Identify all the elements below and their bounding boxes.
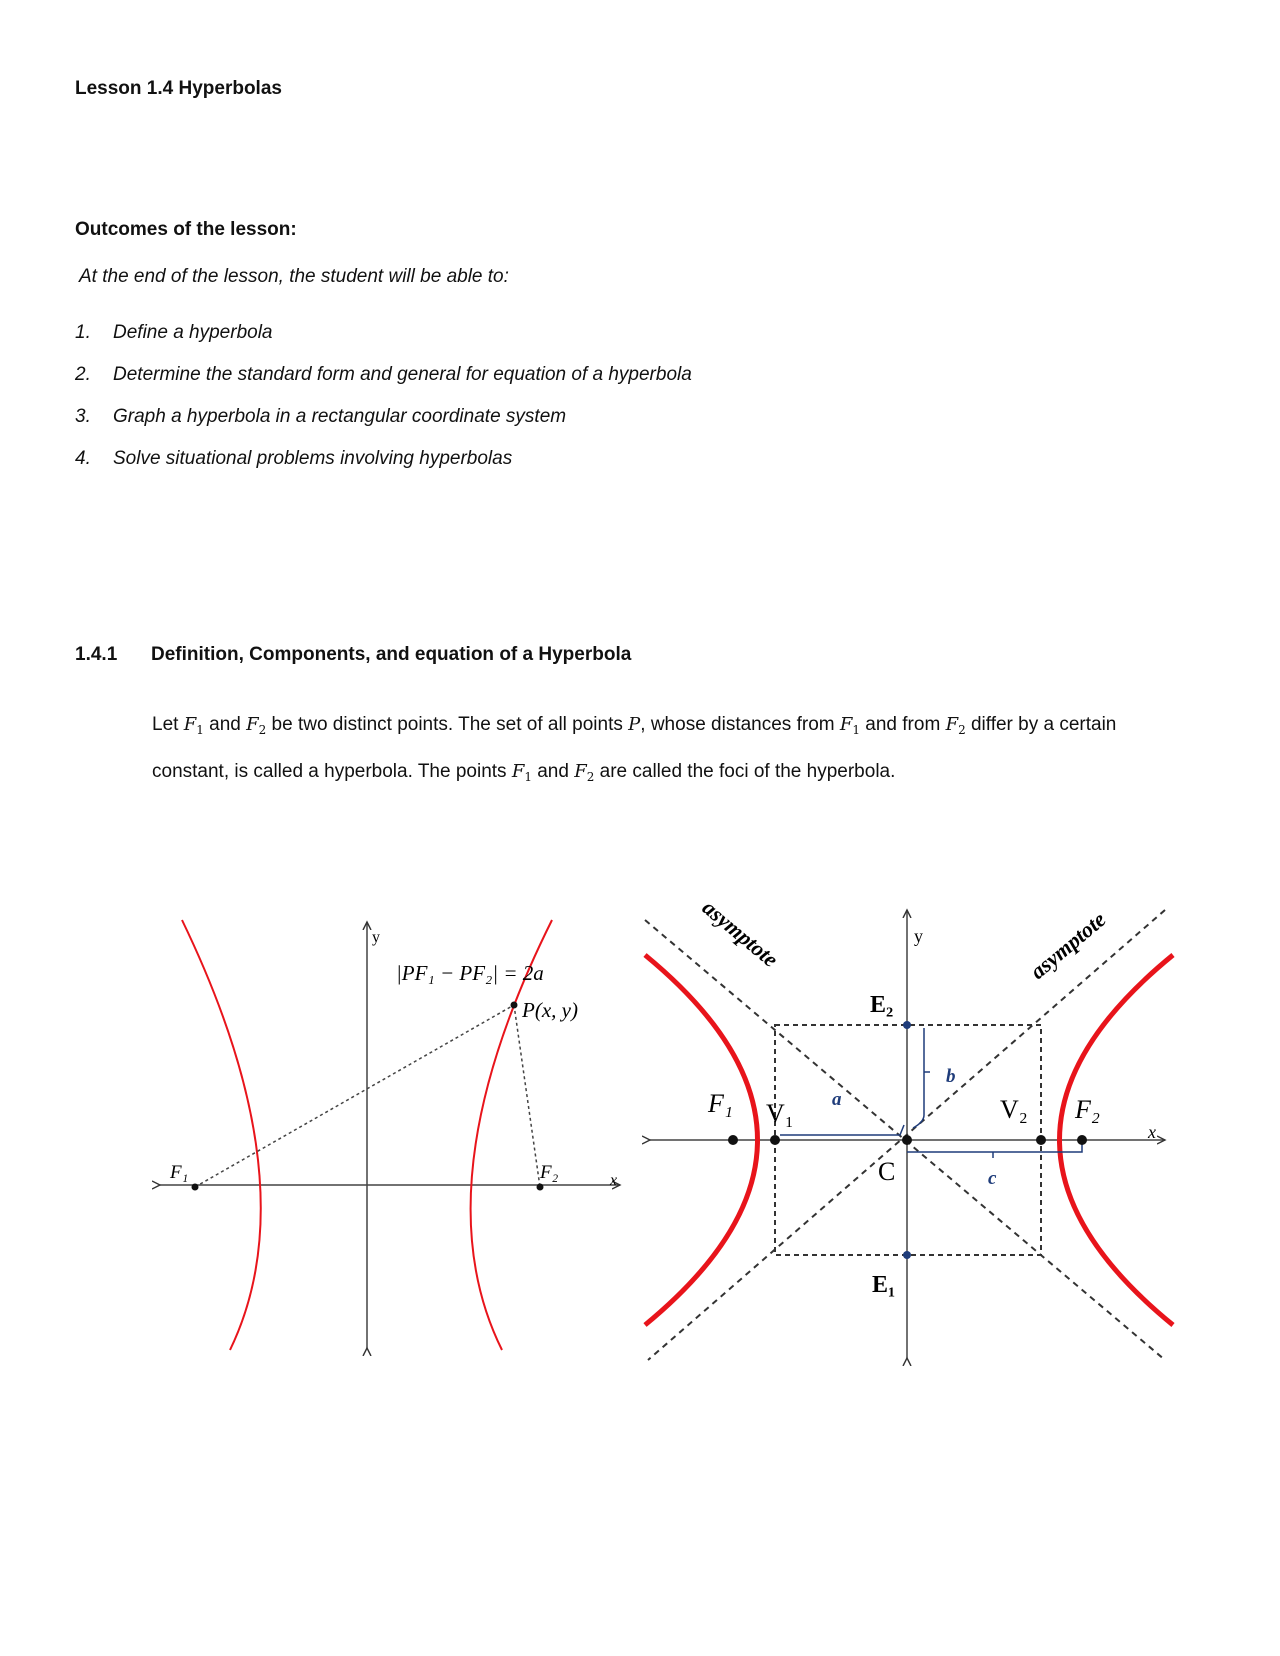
def-text: , whose distances from <box>640 714 840 735</box>
f1-symbol: $F_1$ <box>183 714 204 737</box>
outcome-text: Graph a hyperbola in a rectangular coordinate system <box>113 406 567 427</box>
f1-symbol: $F_1$ <box>511 761 532 784</box>
f1-symbol: $F_1$ <box>839 714 861 737</box>
outcome-number: 2. <box>75 364 91 385</box>
outcome-text: Define a hyperbola <box>113 322 273 343</box>
right-x-label: x <box>1148 1122 1156 1142</box>
outcome-number: 4. <box>75 448 91 469</box>
def-text: be two distinct points. The set of all points <box>266 714 629 735</box>
f2-symbol: $F_2$ <box>246 714 267 737</box>
left-x-label: x <box>610 1172 618 1189</box>
center-c-label: C <box>878 1157 896 1186</box>
def-text: differ by a certain constant, is called a hyperbola. The points <box>152 714 1117 782</box>
definition-paragraph <box>152 704 1172 798</box>
f1-point <box>192 1184 199 1191</box>
center-point <box>902 1135 912 1145</box>
left-f1-label: F₁ <box>170 1162 189 1183</box>
outcome-number: 1. <box>75 322 91 343</box>
c-label: c <box>988 1168 997 1189</box>
a-brace <box>780 1125 904 1135</box>
distance-equation: |PF₁ − PF₂| = 2a <box>396 961 544 985</box>
v2-point <box>1036 1135 1046 1145</box>
f2-point <box>537 1184 544 1191</box>
right-f2-label: F₂ <box>1075 1095 1100 1124</box>
asymptote-label-right: asymptote <box>1025 906 1111 984</box>
section-title: Definition, Components, and equation of a Hyperbola <box>151 644 632 665</box>
hyperbola-figures <box>0 860 1280 1380</box>
outcomes-heading: Outcomes of the lesson: <box>75 219 297 240</box>
right-f2-point <box>1077 1135 1087 1145</box>
def-text: are called the foci of the hyperbola. <box>594 761 896 782</box>
asymptote-label-left: asymptote <box>697 894 784 972</box>
left-y-label: y <box>372 929 380 946</box>
e1-point <box>903 1251 911 1259</box>
left-diagram <box>160 920 620 1350</box>
section-number: 1.4.1 <box>75 644 118 665</box>
p-symbol: P <box>628 714 641 735</box>
e2-point <box>903 1021 911 1029</box>
b-brace <box>913 1028 924 1128</box>
v1-label: V₁ <box>766 1099 794 1128</box>
e2-label: E₂ <box>870 992 894 1018</box>
right-y-label: y <box>914 926 923 946</box>
outcome-text: Solve situational problems involving hyperbolas <box>113 448 513 469</box>
f2-symbol: $F_2$ <box>945 714 966 737</box>
p-label: P(x, y) <box>522 998 578 1022</box>
left-f2-label: F₂ <box>540 1162 559 1183</box>
v2-label: V₂ <box>1000 1095 1028 1124</box>
c-brace <box>907 1140 1082 1152</box>
def-text: and <box>531 761 575 782</box>
def-text: and <box>203 714 247 735</box>
p-point <box>511 1002 518 1009</box>
outcome-number: 3. <box>75 406 91 427</box>
right-f1-point <box>728 1135 738 1145</box>
def-text: and from <box>860 714 946 735</box>
outcomes-intro: At the end of the lesson, the student will be able to: <box>79 266 509 287</box>
lesson-title: Lesson 1.4 Hyperbolas <box>75 78 282 99</box>
e1-label: E₁ <box>872 1272 896 1298</box>
right-diagram <box>645 895 1173 1360</box>
v1-point <box>770 1135 780 1145</box>
outcome-text: Determine the standard form and general for equation of a hyperbola <box>113 364 692 385</box>
a-label: a <box>832 1089 842 1110</box>
left-branch-curve <box>182 920 261 1350</box>
pf1-dotted-line <box>195 1005 514 1187</box>
right-f1-label: F₁ <box>708 1089 733 1118</box>
pf2-dotted-line <box>514 1005 540 1187</box>
f2-symbol: $F_2$ <box>574 761 595 784</box>
b-label: b <box>946 1066 956 1087</box>
def-text: Let <box>152 714 184 735</box>
